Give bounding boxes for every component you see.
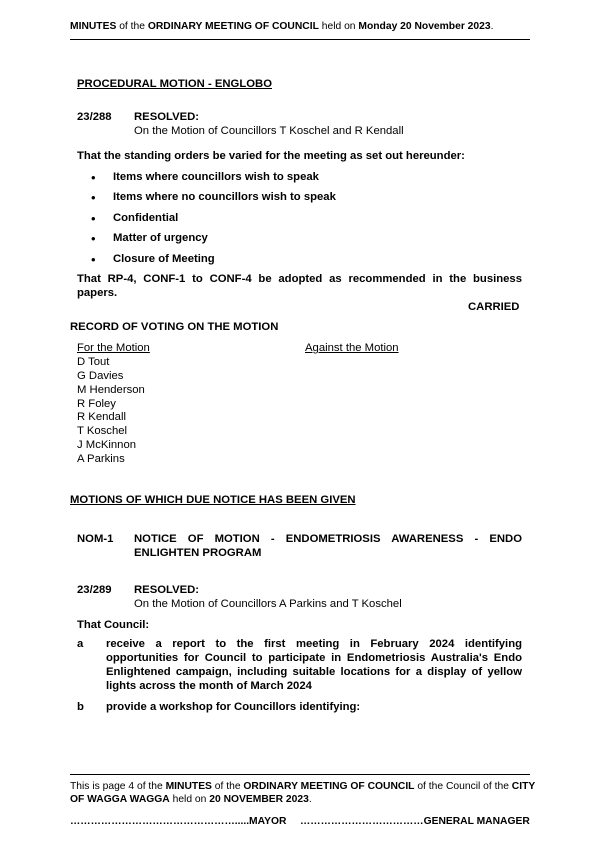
- resolution-number-288: 23/288: [77, 111, 112, 123]
- item-a-line: receive a report to the first meeting in February 2024 identifying: [106, 638, 522, 650]
- that-council-intro: That Council:: [77, 619, 150, 631]
- header-date: Monday 20 November 2023: [358, 21, 491, 32]
- bullet-icon: •: [91, 170, 96, 185]
- item-b-text: provide a workshop for Councillors identifying:: [106, 701, 361, 713]
- resolved-label-289: RESOLVED:: [134, 584, 200, 596]
- section-heading-notice: MOTIONS OF WHICH DUE NOTICE HAS BEEN GIVEN: [70, 494, 356, 506]
- item-a-line: opportunities for Council to participate in Endometriosis Australia's Endo: [106, 652, 522, 664]
- for-motion-label: For the Motion: [77, 342, 150, 354]
- bullet-icon: •: [91, 231, 96, 246]
- item-a-line: lights across the month of March 2024: [106, 680, 312, 692]
- voter-name: A Parkins: [77, 453, 125, 465]
- header-minutes: MINUTES: [70, 21, 117, 32]
- resolution-number-289: 23/289: [77, 584, 112, 596]
- resolved-label-288: RESOLVED:: [134, 111, 200, 123]
- page-header: [70, 21, 493, 32]
- mover-288: On the Motion of Councillors T Koschel and R Kendall: [134, 125, 404, 137]
- voting-heading: RECORD OF VOTING ON THE MOTION: [70, 321, 279, 333]
- voter-name: R Foley: [77, 398, 116, 410]
- standing-orders-intro: That the standing orders be varied for the meeting as set out hereunder:: [77, 150, 465, 162]
- header-meeting: ORDINARY MEETING OF COUNCIL: [147, 21, 319, 32]
- general-manager-signature-line: ………………………………GENERAL MANAGER: [300, 816, 530, 827]
- voter-name: M Henderson: [77, 384, 145, 396]
- adopt-line-1: That RP-4, CONF-1 to CONF-4 be adopted as recommended in the business: [77, 273, 522, 285]
- nom-title-line-1: NOTICE OF MOTION - ENDOMETRIOSIS AWARENESS - ENDO: [134, 533, 522, 545]
- adopt-line-2: papers.: [77, 287, 118, 299]
- header-period: .: [490, 21, 494, 32]
- nom-number: NOM-1: [77, 533, 114, 545]
- mayor-signature-line: ………………………………………….....MAYOR: [70, 816, 287, 827]
- voter-name: T Koschel: [77, 425, 128, 437]
- item-b-label: b: [77, 701, 84, 713]
- mover-289: On the Motion of Councillors A Parkins and T Koschel: [134, 598, 402, 610]
- bullet-icon: •: [91, 190, 96, 205]
- header-held-on: held on: [318, 21, 359, 32]
- footer-rule: [70, 774, 530, 775]
- bullet-icon: •: [91, 211, 96, 226]
- header-rule: [70, 39, 530, 40]
- voter-name: R Kendall: [77, 411, 126, 423]
- item-a-label: a: [77, 638, 84, 650]
- voter-name: G Davies: [77, 370, 124, 382]
- nom-title-line-2: ENLIGHTEN PROGRAM: [134, 547, 262, 559]
- footer-line-2: OF WAGGA WAGGA held on 20 NOVEMBER 2023.: [70, 794, 312, 805]
- voter-name: D Tout: [77, 356, 110, 368]
- item-a-line: Enlightened campaign, including suitable locations for a display of yellow: [106, 666, 522, 678]
- voter-name: J McKinnon: [77, 439, 137, 451]
- against-motion-label: Against the Motion: [305, 342, 399, 354]
- header-of-the: of the: [116, 21, 148, 32]
- footer-line-1: This is page 4 of the MINUTES of the ORDINARY MEETING OF COUNCIL of the Council of the CITY: [70, 781, 536, 792]
- bullet-icon: •: [91, 252, 96, 267]
- carried-label: CARRIED: [468, 301, 520, 313]
- section-heading-englobo: PROCEDURAL MOTION - ENGLOBO: [77, 78, 272, 90]
